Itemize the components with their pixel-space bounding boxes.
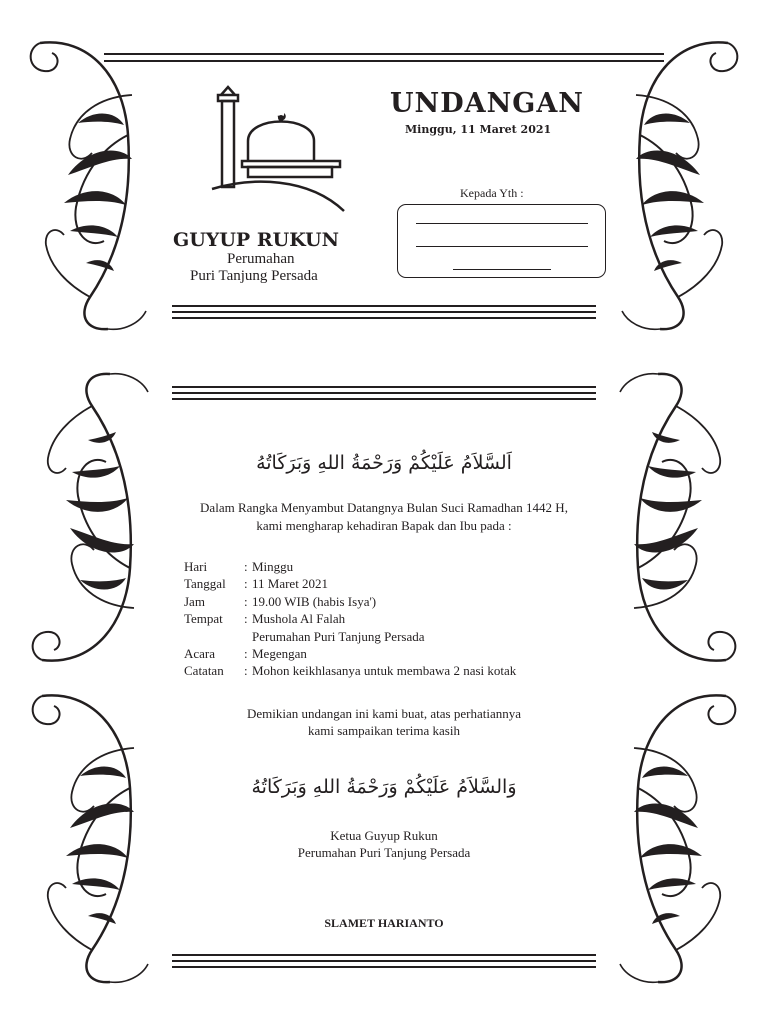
mid-section-top-rule xyxy=(172,386,596,388)
top-section-bottom-rule xyxy=(172,317,596,319)
recipient-label: Kepada Yth : xyxy=(460,186,524,200)
bottom-rule xyxy=(172,966,596,968)
bottom-rule xyxy=(172,954,596,956)
mid-section-top-rule xyxy=(172,392,596,394)
swirl-ornament-top-left xyxy=(28,35,148,335)
mid-section-top-rule xyxy=(172,398,596,400)
intro-text: Dalam Rangka Menyambut Datangnya Bulan Suci Ramadhan 1442 H, xyxy=(200,500,568,515)
signature-name: SLAMET HARIANTO xyxy=(324,916,444,930)
intro-text: kami mengharap kehadiran Bapak dan Ibu pada : xyxy=(256,518,512,533)
opening-greeting: اَلسَّلاَمُ عَلَيْكُمْ وَرَحْمَةُ اللهِ وَبَرَكَاتُهُ xyxy=(256,452,512,474)
organization-subtitle: Puri Tanjung Persada xyxy=(190,268,318,284)
invitation-title: UNDANGAN xyxy=(390,88,584,119)
organization-name: GUYUP RUKUN xyxy=(173,229,339,251)
top-rule xyxy=(104,53,664,55)
swirl-ornament-top-right xyxy=(620,35,740,335)
top-section-bottom-rule xyxy=(172,311,596,313)
mosque-icon xyxy=(208,85,348,215)
signature-role: Ketua Guyup Rukun xyxy=(330,828,438,843)
closing-text: Demikian undangan ini kami buat, atas perhatiannya xyxy=(247,706,521,721)
closing-text: kami sampaikan terima kasih xyxy=(308,723,460,738)
bottom-rule xyxy=(172,960,596,962)
organization-subtitle: Perumahan xyxy=(227,251,295,267)
top-rule xyxy=(104,60,664,62)
top-section-bottom-rule xyxy=(172,305,596,307)
signature-place: Perumahan Puri Tanjung Persada xyxy=(297,845,471,860)
closing-greeting: وَالسَّلاَمُ عَلَيْكُمْ وَرَحْمَةُ اللهِ وَبَرَكَاتُهُ xyxy=(251,776,517,798)
invitation-date: Minggu, 11 Maret 2021 xyxy=(405,123,552,136)
recipient-box xyxy=(397,204,606,278)
